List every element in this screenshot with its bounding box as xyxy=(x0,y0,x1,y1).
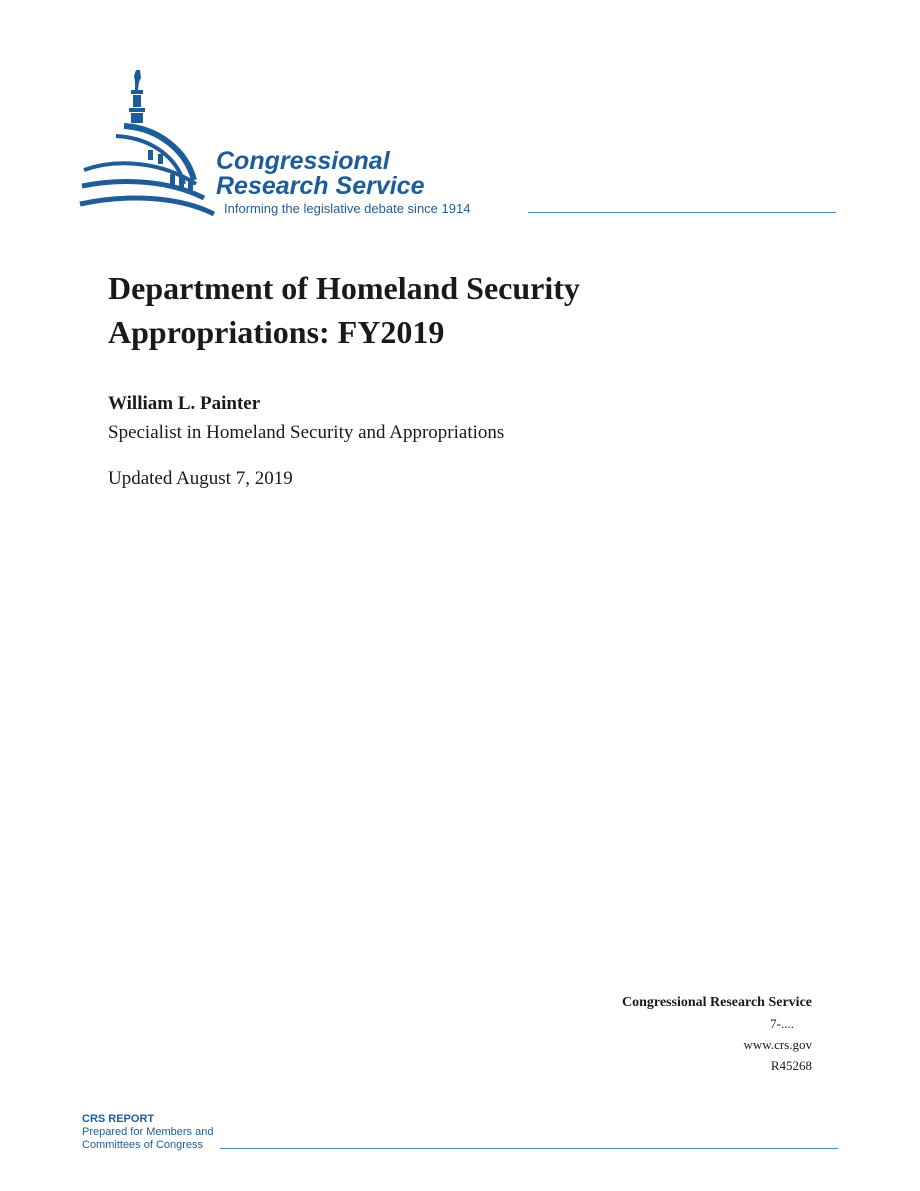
updated-date: Updated August 7, 2019 xyxy=(108,468,293,489)
footer-divider xyxy=(220,1148,838,1149)
logo-divider xyxy=(528,212,836,213)
crs-code: 7-.... xyxy=(770,1016,794,1031)
author-role: Specialist in Homeland Security and Appropriations xyxy=(108,422,505,443)
crs-info-block xyxy=(622,992,812,1076)
report-title xyxy=(108,266,808,354)
report-number: R45268 xyxy=(770,1058,812,1073)
report-footer xyxy=(82,1112,838,1156)
logo-tagline: Informing the legislative debate since 1914 xyxy=(224,201,471,216)
report-title-line2: Appropriations: FY2019 xyxy=(108,314,445,350)
author-name: William L. Painter xyxy=(108,393,261,414)
footer-line2: Prepared for Members and xyxy=(82,1126,214,1138)
crs-logo xyxy=(78,66,838,226)
crs-url[interactable]: www.crs.gov xyxy=(743,1037,812,1052)
footer-line3: Committees of Congress xyxy=(82,1139,204,1151)
crs-org-name: Congressional Research Service xyxy=(621,995,812,1010)
logo-name-line2: Research Service xyxy=(216,172,425,200)
capitol-dome-icon xyxy=(78,66,218,216)
footer-label: CRS REPORT xyxy=(82,1113,155,1125)
report-title-line1: Department of Homeland Security xyxy=(108,270,580,306)
logo-name-line1: Congressional xyxy=(216,147,390,175)
